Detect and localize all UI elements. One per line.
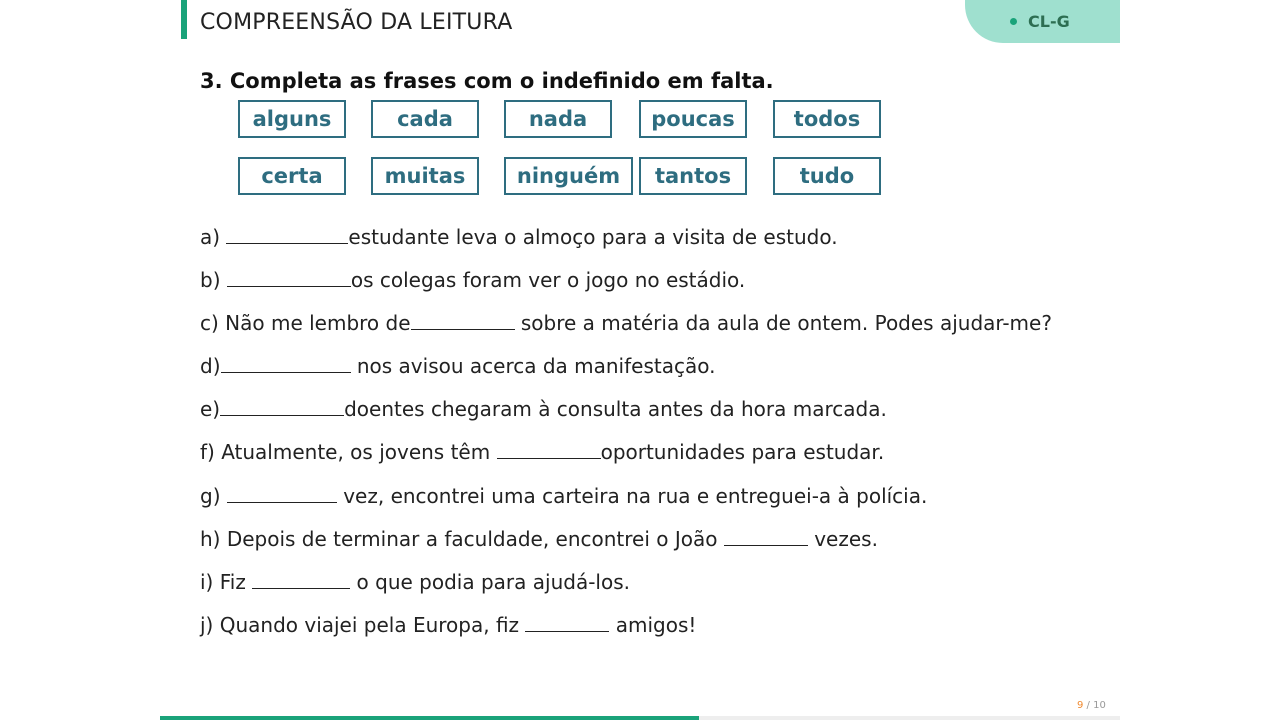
sentence-prefix: f) Atualmente, os jovens têm [200,440,497,464]
page-indicator [1077,700,1106,711]
sentence-prefix: b) [200,268,227,292]
sentence-b [200,268,745,292]
sentence-suffix: vez, encontrei uma carteira na rua e entreguei-a à polícia. [336,484,928,508]
sentence-prefix: a) [200,225,227,249]
sentence-prefix: e) [200,397,221,421]
sentence-suffix: vezes. [807,527,878,551]
answer-blank[interactable] [227,484,337,503]
sentence-prefix: d) [200,354,221,378]
answer-blank[interactable] [226,225,348,244]
answer-blank[interactable] [252,570,350,589]
page-current: 9 [1077,700,1084,711]
sentence-c [200,311,1052,335]
sentence-suffix: estudante leva o almoço para a visita de estudo. [348,225,838,249]
sentence-i [200,570,630,594]
answer-blank[interactable] [525,613,609,632]
word-bank-item: muitas [371,157,479,195]
category-tag-label: CL-G [1028,12,1070,31]
answer-blank[interactable] [497,440,601,459]
category-tag [965,0,1120,43]
slide [160,0,1120,720]
word-bank-item: poucas [639,100,747,138]
word-bank-item: alguns [238,100,346,138]
answer-blank[interactable] [221,354,351,373]
sentence-e [200,397,887,421]
sentence-suffix: sobre a matéria da aula de ontem. Podes ajudar-me? [514,311,1052,335]
sentence-prefix: g) [200,484,227,508]
word-bank-item: tudo [773,157,881,195]
sentence-j [200,613,696,637]
sentence-prefix: i) Fiz [200,570,253,594]
sentence-suffix: nos avisou acerca da manifestação. [350,354,716,378]
sentence-suffix: os colegas foram ver o jogo no estádio. [350,268,746,292]
word-bank-item: todos [773,100,881,138]
word-bank-item: cada [371,100,479,138]
sentence-prefix: j) Quando viajei pela Europa, fiz [200,613,526,637]
answer-blank[interactable] [220,397,344,416]
answer-blank[interactable] [724,527,808,546]
word-bank-item: nada [504,100,612,138]
sentence-suffix: o que podia para ajudá-los. [350,570,630,594]
page-separator: / [1083,700,1094,711]
sentence-suffix: oportunidades para estudar. [600,440,885,464]
sentence-prefix: c) Não me lembro de [200,311,411,335]
question-title: 3. Completa as frases com o indefinido em falta. [200,69,774,93]
sentence-a [200,225,838,249]
word-bank-item: certa [238,157,346,195]
word-bank-item: ninguém [504,157,633,195]
word-bank-item: tantos [639,157,747,195]
page-total: 10 [1093,700,1106,711]
progress-bar [160,716,1120,720]
answer-blank[interactable] [411,311,515,330]
sentence-f [200,440,884,464]
section-title: COMPREENSÃO DA LEITURA [200,10,513,35]
answer-blank[interactable] [227,268,351,287]
sentence-prefix: h) Depois de terminar a faculdade, encontrei o João [200,527,724,551]
bullet-dot-icon [1010,18,1017,25]
sentence-d [200,354,715,378]
sentence-g [200,484,927,508]
progress-bar-fill [160,716,699,720]
sentence-suffix: doentes chegaram à consulta antes da hora marcada. [344,397,887,421]
sentence-h [200,527,878,551]
sentence-suffix: amigos! [609,613,697,637]
section-accent-bar [181,0,187,39]
